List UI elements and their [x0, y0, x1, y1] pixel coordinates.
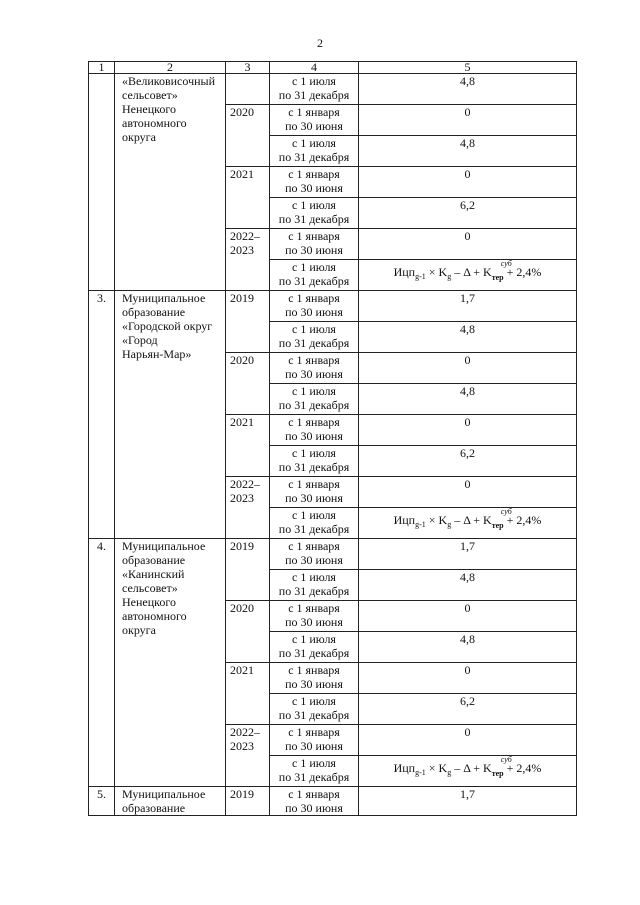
tariff-table	[88, 61, 577, 816]
formula-subscript: тер	[491, 273, 504, 282]
formula-text: Ицп	[393, 513, 416, 527]
municipality-name: «Великовисочный сельсовет» Ненецкого автономного округа	[115, 74, 226, 291]
formula-subscript: g	[447, 272, 452, 281]
value-cell: 0	[359, 229, 577, 260]
formula-superscript: суб	[500, 259, 512, 268]
year-cell: 2020	[226, 601, 270, 663]
formula-subscript: g	[447, 768, 452, 777]
formula-text: – Δ + K	[451, 265, 492, 279]
formula-subscript: g	[447, 520, 452, 529]
year-cell: 2022– 2023	[226, 477, 270, 539]
year-cell: 2022– 2023	[226, 229, 270, 291]
value-cell: 0	[359, 725, 577, 756]
municipality-name: Муниципальное образование «Городской округ «Город Нарьян-Мар»	[115, 291, 226, 539]
header-col-3: 3	[226, 62, 270, 74]
period-cell: с 1 июля по 31 декабря	[270, 74, 359, 105]
year-cell: 2019	[226, 787, 270, 816]
year-cell: 2021	[226, 167, 270, 229]
formula-text: + 2,4%	[503, 513, 542, 527]
formula-subscript: тер	[491, 521, 504, 530]
value-cell: 4,8	[359, 136, 577, 167]
formula-value	[359, 756, 577, 787]
period-cell: с 1 июля по 31 декабря	[270, 694, 359, 725]
value-cell: 6,2	[359, 446, 577, 477]
formula-text: + 2,4%	[503, 265, 542, 279]
period-cell: с 1 июля по 31 декабря	[270, 756, 359, 787]
table-row	[89, 787, 577, 816]
row-number: 4.	[89, 539, 115, 787]
period-cell: с 1 января по 30 июня	[270, 167, 359, 198]
value-cell: 0	[359, 105, 577, 136]
formula-superscript: суб	[500, 755, 512, 764]
value-cell: 4,8	[359, 74, 577, 105]
formula-k-group	[491, 259, 512, 285]
formula-text: × K	[425, 265, 448, 279]
period-cell: с 1 июля по 31 декабря	[270, 384, 359, 415]
period-cell: с 1 июля по 31 декабря	[270, 632, 359, 663]
period-cell: с 1 января по 30 июня	[270, 477, 359, 508]
row-number: 3.	[89, 291, 115, 539]
value-cell: 0	[359, 477, 577, 508]
period-cell: с 1 июля по 31 декабря	[270, 446, 359, 477]
year-cell: 2020	[226, 105, 270, 167]
municipality-name: Муниципальное образование	[115, 787, 226, 816]
period-cell: с 1 июля по 31 декабря	[270, 322, 359, 353]
formula-text: × K	[425, 761, 448, 775]
value-cell: 1,7	[359, 291, 577, 322]
header-col-2: 2	[115, 62, 226, 74]
year-cell: 2022– 2023	[226, 725, 270, 787]
value-cell: 6,2	[359, 694, 577, 725]
year-cell: 2021	[226, 663, 270, 725]
formula-value	[359, 260, 577, 291]
table-row	[89, 539, 577, 570]
value-cell: 4,8	[359, 632, 577, 663]
period-cell: с 1 января по 30 июня	[270, 353, 359, 384]
formula-text: – Δ + K	[451, 513, 492, 527]
formula-subscript: тер	[491, 769, 504, 778]
header-col-5: 5	[359, 62, 577, 74]
period-cell: с 1 января по 30 июня	[270, 539, 359, 570]
table-row	[89, 74, 577, 105]
period-cell: с 1 января по 30 июня	[270, 787, 359, 816]
table-header-row	[89, 62, 577, 74]
formula-subscript: g-1	[415, 520, 426, 529]
period-cell: с 1 января по 30 июня	[270, 725, 359, 756]
period-cell: с 1 июля по 31 декабря	[270, 508, 359, 539]
value-cell: 0	[359, 663, 577, 694]
formula-value	[359, 508, 577, 539]
formula-text: Ицп	[393, 265, 416, 279]
period-cell: с 1 июля по 31 декабря	[270, 136, 359, 167]
value-cell: 6,2	[359, 198, 577, 229]
header-col-4: 4	[270, 62, 359, 74]
value-cell: 0	[359, 167, 577, 198]
value-cell: 4,8	[359, 384, 577, 415]
period-cell: с 1 января по 30 июня	[270, 291, 359, 322]
table-row	[89, 291, 577, 322]
row-number	[89, 74, 115, 291]
period-cell: с 1 января по 30 июня	[270, 229, 359, 260]
value-cell: 0	[359, 601, 577, 632]
row-number: 5.	[89, 787, 115, 816]
formula-superscript: суб	[500, 507, 512, 516]
period-cell: с 1 января по 30 июня	[270, 105, 359, 136]
formula-subscript: g-1	[415, 768, 426, 777]
value-cell: 4,8	[359, 322, 577, 353]
formula-subscript: g-1	[415, 272, 426, 281]
value-cell: 1,7	[359, 787, 577, 816]
value-cell: 4,8	[359, 570, 577, 601]
period-cell: с 1 июля по 31 декабря	[270, 198, 359, 229]
value-cell: 0	[359, 353, 577, 384]
value-cell: 0	[359, 415, 577, 446]
period-cell: с 1 июля по 31 декабря	[270, 260, 359, 291]
formula-k-group	[491, 507, 512, 533]
formula-text: – Δ + K	[451, 761, 492, 775]
formula-text: + 2,4%	[503, 761, 542, 775]
year-cell: 2019	[226, 539, 270, 601]
formula-text: Ицп	[393, 761, 416, 775]
value-cell: 1,7	[359, 539, 577, 570]
header-col-1: 1	[89, 62, 115, 74]
year-cell: 2019	[226, 291, 270, 353]
page-number: 2	[317, 36, 323, 50]
year-cell	[226, 74, 270, 105]
period-cell: с 1 июля по 31 декабря	[270, 570, 359, 601]
municipality-name: Муниципальное образование «Канинский сельсовет» Ненецкого автономного округа	[115, 539, 226, 787]
period-cell: с 1 января по 30 июня	[270, 601, 359, 632]
year-cell: 2020	[226, 353, 270, 415]
period-cell: с 1 января по 30 июня	[270, 663, 359, 694]
formula-text: × K	[425, 513, 448, 527]
year-cell: 2021	[226, 415, 270, 477]
formula-k-group	[491, 755, 512, 781]
period-cell: с 1 января по 30 июня	[270, 415, 359, 446]
